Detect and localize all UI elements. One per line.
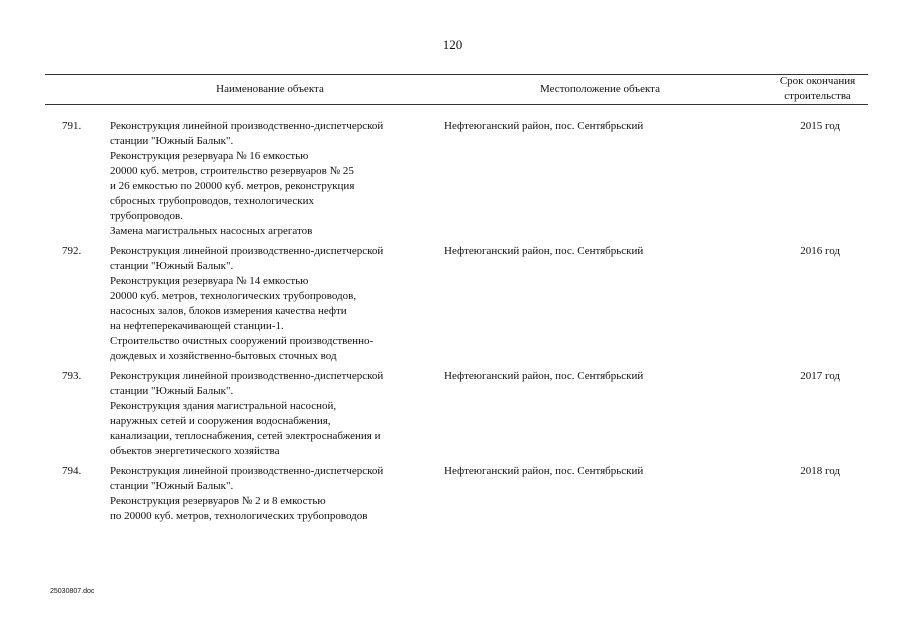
description-line: Реконструкция линейной производственно-диспетчерской bbox=[110, 465, 384, 477]
row-location: Нефтеюганский район, пос. Сентябрьский bbox=[444, 370, 644, 382]
description-line: Реконструкция линейной производственно-диспетчерской bbox=[110, 245, 384, 257]
row-description bbox=[110, 119, 445, 239]
description-line: сбросных трубопроводов, технологических bbox=[110, 195, 314, 207]
header-deadline-column bbox=[760, 74, 875, 104]
row-number: 793. bbox=[62, 370, 82, 382]
description-line: насосных залов, блоков измерения качества нефти bbox=[110, 305, 347, 317]
row-year: 2015 год bbox=[800, 120, 840, 132]
row-year: 2017 год bbox=[800, 370, 840, 382]
description-line: объектов энергетического хозяйства bbox=[110, 445, 280, 457]
description-line: Замена магистральных насосных агрегатов bbox=[110, 225, 313, 237]
description-line: трубопроводов. bbox=[110, 210, 183, 222]
description-line: Реконструкция линейной производственно-диспетчерской bbox=[110, 370, 384, 382]
footer-document-code: 25030807.doc bbox=[50, 588, 95, 595]
description-line: Реконструкция резервуаров № 2 и 8 емкостью bbox=[110, 495, 326, 507]
description-line: наружных сетей и сооружения водоснабжения, bbox=[110, 415, 331, 427]
description-line: Реконструкция линейной производственно-диспетчерской bbox=[110, 120, 384, 132]
header-location-column: Местоположение объекта bbox=[540, 83, 660, 95]
description-line: на нефтеперекачивающей станции-1. bbox=[110, 320, 284, 332]
header-bottom-rule bbox=[45, 104, 868, 105]
row-year: 2018 год bbox=[800, 465, 840, 477]
description-line: и 26 емкостью по 20000 куб. метров, реконструкция bbox=[110, 180, 355, 192]
description-line: Реконструкция здания магистральной насосной, bbox=[110, 400, 337, 412]
description-line: дождевых и хозяйственно-бытовых сточных вод bbox=[110, 350, 337, 362]
row-year: 2016 год bbox=[800, 245, 840, 257]
row-description bbox=[110, 244, 445, 364]
description-line: станции "Южный Балык". bbox=[110, 385, 234, 397]
row-number: 791. bbox=[62, 120, 82, 132]
header-deadline-line2: строительства bbox=[784, 90, 851, 102]
description-line: 20000 куб. метров, технологических трубопроводов, bbox=[110, 290, 357, 302]
description-line: станции "Южный Балык". bbox=[110, 260, 234, 272]
row-location: Нефтеюганский район, пос. Сентябрьский bbox=[444, 465, 644, 477]
description-line: Реконструкция резервуара № 16 емкостью bbox=[110, 150, 309, 162]
row-description bbox=[110, 464, 445, 524]
description-line: станции "Южный Балык". bbox=[110, 480, 234, 492]
page-number: 120 bbox=[442, 37, 463, 52]
description-line: Реконструкция резервуара № 14 емкостью bbox=[110, 275, 309, 287]
description-line: по 20000 куб. метров, технологических трубопроводов bbox=[110, 510, 368, 522]
row-location: Нефтеюганский район, пос. Сентябрьский bbox=[444, 120, 644, 132]
row-description bbox=[110, 369, 445, 459]
row-number: 794. bbox=[62, 465, 82, 477]
row-location: Нефтеюганский район, пос. Сентябрьский bbox=[444, 245, 644, 257]
description-line: канализации, теплоснабжения, сетей электроснабжения и bbox=[110, 430, 381, 442]
header-name-column: Наименование объекта bbox=[216, 83, 324, 95]
description-line: станции "Южный Балык". bbox=[110, 135, 234, 147]
description-line: Строительство очистных сооружений производственно- bbox=[110, 335, 374, 347]
description-line: 20000 куб. метров, строительство резервуаров № 25 bbox=[110, 165, 354, 177]
header-top-rule bbox=[45, 74, 868, 75]
row-number: 792. bbox=[62, 245, 82, 257]
header-deadline-line1: Срок окончания bbox=[779, 75, 856, 87]
